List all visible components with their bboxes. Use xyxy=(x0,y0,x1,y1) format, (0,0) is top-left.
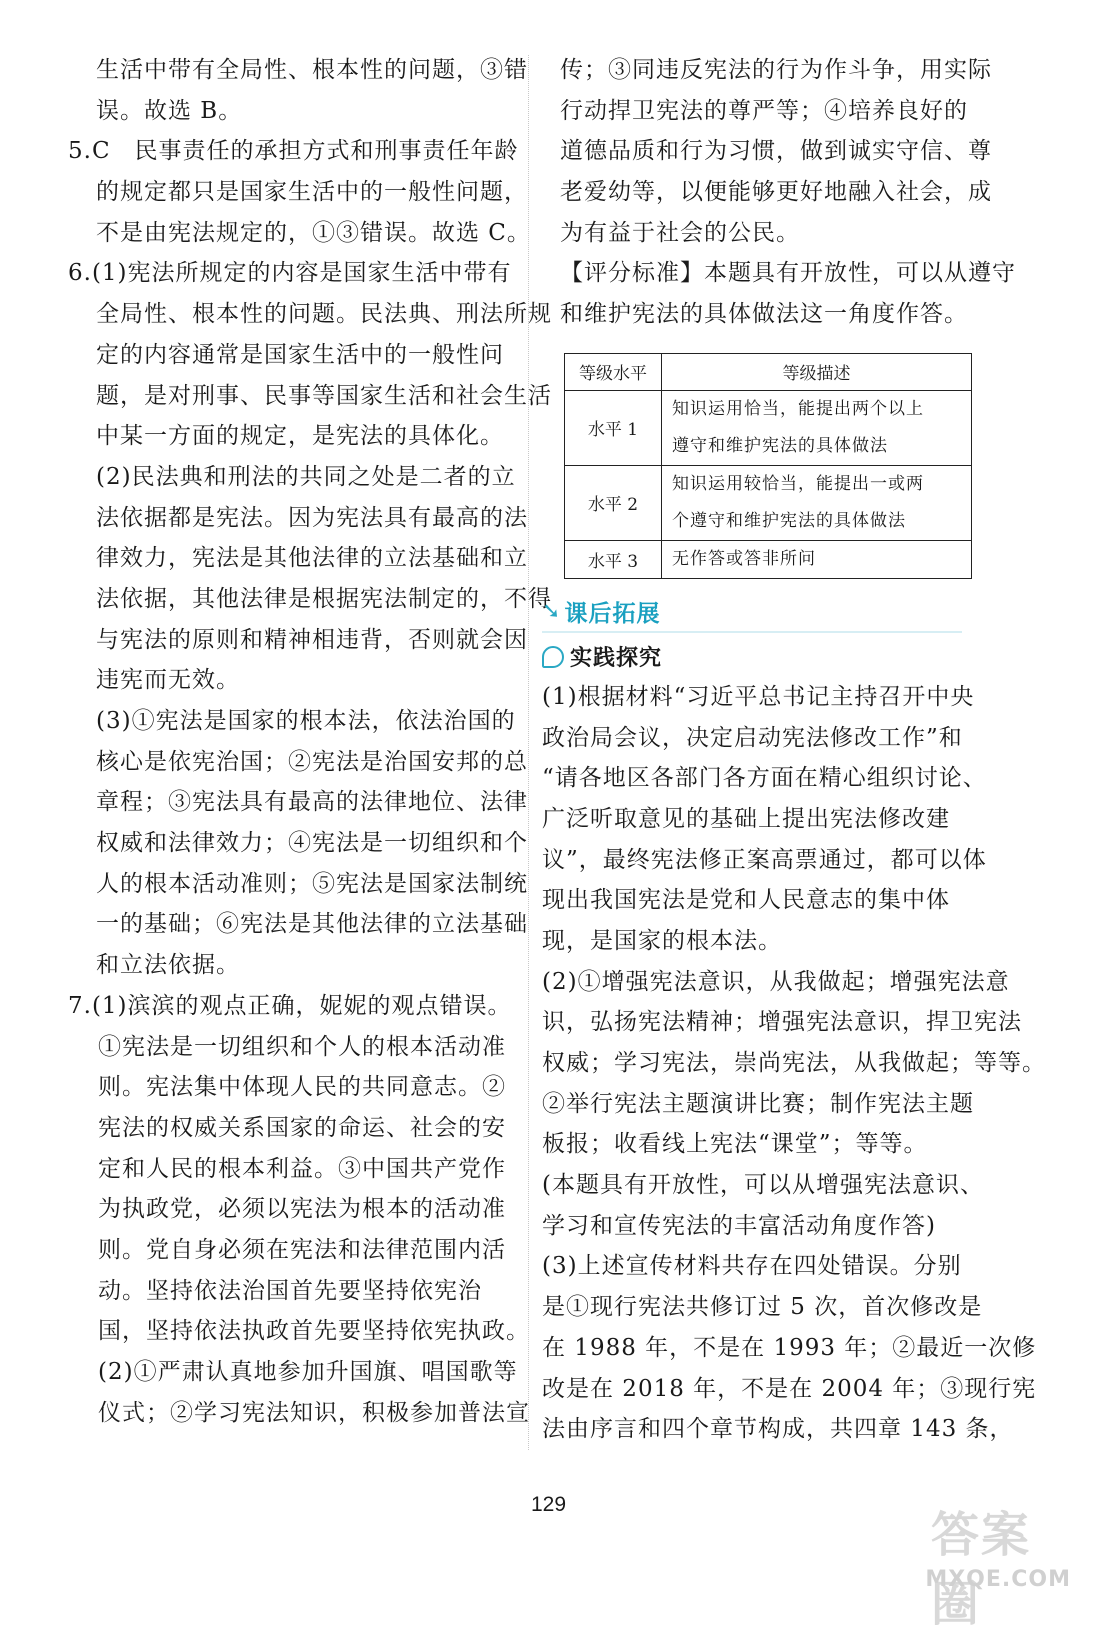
header-level: 等级水平 xyxy=(565,353,662,390)
text-line: 不是由宪法规定的，①③错误。故选 C。 xyxy=(96,219,531,246)
right-column xyxy=(540,50,1046,1450)
subsection-title: 实践探究 xyxy=(570,646,663,672)
text-line: 核心是依宪治国；②宪法是治国安邦的总 xyxy=(96,748,528,775)
text-line: 国，坚持依法执政首先要坚持依宪执政。 xyxy=(98,1318,530,1345)
text-line: 道德品质和行为习惯，做到诚实守信、尊 xyxy=(560,138,992,165)
text-line: 板报；收看线上宪法“课堂”；等等。 xyxy=(542,1131,928,1158)
table-row xyxy=(565,390,972,465)
text-line: 老爱幼等，以便能够更好地融入社会，成 xyxy=(560,179,992,206)
text-line: (2)①严肃认真地参加升国旗、唱国歌等 xyxy=(98,1359,518,1385)
text-line: 权威；学习宪法，崇尚宪法，从我做起；等等。 xyxy=(542,1050,1046,1076)
text-line: (2)民法典和刑法的共同之处是二者的立 xyxy=(96,463,516,490)
right-bottom-text xyxy=(540,677,1046,1450)
text-line: 违宪而无效。 xyxy=(96,667,240,694)
table-row xyxy=(565,465,972,540)
text-line: 为执政党，必须以宪法为根本的活动准 xyxy=(98,1196,506,1223)
section-title: 课后拓展 xyxy=(564,601,661,628)
text-line: 5.C 民事责任的承担方式和刑事责任年龄 xyxy=(68,138,519,165)
text-line: 是①现行宪法共修订过 5 次，首次修改是 xyxy=(542,1294,983,1321)
text-line: (3)上述宣传材料共存在四处错误。分别 xyxy=(542,1253,962,1280)
left-column xyxy=(68,50,552,1433)
level-cell: 水平 2 xyxy=(565,465,662,540)
text-line: 法依据都是宪法。因为宪法具有最高的法 xyxy=(96,504,528,531)
text-line: 全局性、根本性的问题。民法典、刑法所规 xyxy=(96,301,552,328)
text-line: 行动捍卫宪法的尊严等；④培养良好的 xyxy=(560,97,968,124)
text-line: 权威和法律效力；④宪法是一切组织和个 xyxy=(96,830,528,857)
watermark-url: MXQE.COM xyxy=(925,1567,1071,1592)
right-top-text xyxy=(540,50,1016,335)
text-line: (本题具有开放性，可以从增强宪法意识、 xyxy=(542,1172,984,1199)
text-line: 宪法的权威关系国家的命运、社会的安 xyxy=(98,1114,506,1141)
header-description: 等级描述 xyxy=(662,353,972,390)
text-line: 仪式；②学习宪法知识，积极参加普法宣 xyxy=(98,1399,530,1426)
text-line: 【评分标准】本题具有开放性，可以从遵守 xyxy=(560,260,1016,287)
text-line: 传；③同违反宪法的行为作斗争，用实际 xyxy=(560,57,992,83)
description-line: 遵守和维护宪法的具体做法 xyxy=(672,435,888,456)
text-line: 一的基础；⑥宪法是其他法律的立法基础 xyxy=(96,911,528,938)
text-line: 与宪法的原则和精神相违背，否则就会因 xyxy=(96,626,528,653)
text-line: 6.(1)宪法所规定的内容是国家生活中带有 xyxy=(68,260,512,287)
leaf-icon xyxy=(542,646,564,668)
text-line: 题，是对刑事、民事等国家生活和社会生活 xyxy=(96,382,552,409)
text-line: 现出我国宪法是党和人民意志的集中体 xyxy=(542,887,950,914)
text-line: 定和人民的根本利益。③中国共产党作 xyxy=(98,1155,506,1182)
description-line: 知识运用较恰当，能提出一或两 xyxy=(672,473,924,494)
text-line: 则。宪法集中体现人民的共同意志。② xyxy=(98,1074,506,1101)
text-line: 识，弘扬宪法精神；增强宪法意识，捍卫宪法 xyxy=(542,1009,1022,1036)
description-line: 无作答或答非所问 xyxy=(672,548,816,569)
text-line: 法由序言和四个章节构成，共四章 143 条， xyxy=(542,1416,1014,1443)
text-line: 改是在 2018 年，不是在 2004 年；③现行宪 xyxy=(542,1375,1037,1402)
text-line: (2)①增强宪法意识，从我做起；增强宪法意 xyxy=(542,968,1010,995)
text-line: 的规定都只是国家生活中的一般性问题， xyxy=(96,179,528,206)
text-line: 法依据，其他法律是根据宪法制定的，不得 xyxy=(96,585,552,612)
text-line: 和维护宪法的具体做法这一角度作答。 xyxy=(560,301,968,328)
section-heading xyxy=(542,593,962,633)
arrow-icon: ➘ xyxy=(542,599,561,625)
watermark-logo xyxy=(925,1496,1071,1632)
watermark-text: 答案圈 xyxy=(931,1507,1032,1632)
text-line: ②举行宪法主题演讲比赛；制作宪法主题 xyxy=(542,1090,974,1117)
description-line: 知识运用恰当，能提出两个以上 xyxy=(672,398,924,419)
text-line: 议”，最终宪法修正案高票通过，都可以体 xyxy=(542,846,987,873)
text-line: 7.(1)滨滨的观点正确，妮妮的观点错误。 xyxy=(68,992,512,1019)
text-line: 政治局会议，决定启动宪法修改工作”和 xyxy=(542,724,963,751)
text-line: 律效力，宪法是其他法律的立法基础和立 xyxy=(96,545,528,572)
text-line: (1)根据材料“习近平总书记主持召开中央 xyxy=(542,683,975,710)
page-number: 129 xyxy=(530,1493,567,1516)
description-line: 个遵守和维护宪法的具体做法 xyxy=(672,510,906,531)
text-line: 章程；③宪法具有最高的法律地位、法律 xyxy=(96,789,528,816)
description-cell xyxy=(662,540,972,578)
text-line: 人的根本活动准则；⑤宪法是国家法制统 xyxy=(96,870,528,897)
text-line: 和立法依据。 xyxy=(96,952,240,979)
grading-table xyxy=(564,353,972,579)
text-line: 则。党自身必须在宪法和法律范围内活 xyxy=(98,1236,506,1263)
table-row xyxy=(565,540,972,578)
grading-table-header xyxy=(565,353,972,390)
description-cell xyxy=(662,465,972,540)
text-line: 在 1988 年，不是在 1993 年；②最近一次修 xyxy=(542,1334,1037,1361)
text-line: 广泛听取意见的基础上提出宪法修改建 xyxy=(542,805,950,832)
text-line: (3)①宪法是国家的根本法，依法治国的 xyxy=(96,708,516,734)
text-line: 定的内容通常是国家生活中的一般性问 xyxy=(96,341,504,368)
text-line: 学习和宣传宪法的丰富活动角度作答) xyxy=(542,1212,936,1239)
text-line: 为有益于社会的公民。 xyxy=(560,219,800,246)
level-cell: 水平 1 xyxy=(565,390,662,465)
column-divider xyxy=(528,55,529,1450)
description-cell xyxy=(662,390,972,465)
subsection-heading xyxy=(542,637,980,677)
level-cell: 水平 3 xyxy=(565,540,662,578)
text-line: 动。坚持依法治国首先要坚持依宪治 xyxy=(98,1277,482,1304)
text-line: 生活中带有全局性、根本性的问题，③错 xyxy=(96,57,528,83)
text-line: “请各地区各部门各方面在精心组织讨论、 xyxy=(542,765,987,792)
text-line: 现，是国家的根本法。 xyxy=(542,927,782,954)
text-line: 中某一方面的规定，是宪法的具体化。 xyxy=(96,423,504,450)
text-line: ①宪法是一切组织和个人的根本活动准 xyxy=(98,1033,506,1060)
text-line: 误。故选 B。 xyxy=(96,97,243,124)
